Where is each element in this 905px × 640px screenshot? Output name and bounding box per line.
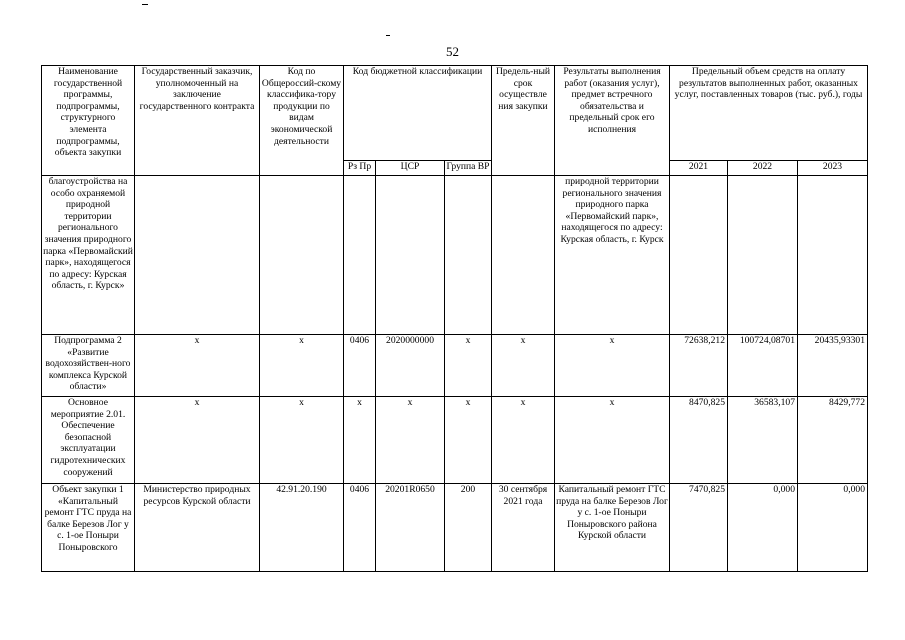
header-budget-code: Код бюджетной классификации (344, 66, 492, 161)
cell-2021: 7470,825 (670, 484, 728, 572)
cell-vr: 200 (445, 484, 492, 572)
cell-2023: 8429,772 (798, 397, 868, 484)
procurement-table (41, 65, 868, 572)
cell-vr: x (445, 335, 492, 397)
header-results: Результаты выполнения работ (оказания услуг), предмет встречного обязательства и предельный срок его исполнения (555, 66, 670, 176)
cell-csr: 2020000000 (376, 335, 445, 397)
cell-2021: 8470,825 (670, 397, 728, 484)
page-number: 52 (446, 44, 459, 59)
cell-okpd (260, 176, 344, 335)
cell-okpd: x (260, 397, 344, 484)
header-csr: ЦСР (376, 161, 445, 176)
cell-name: Основное мероприятие 2.01. Обеспечение безопасной эксплуатации гидротехнических сооружений (42, 397, 135, 484)
cell-name: Объект закупки 1 «Капитальный ремонт ГТС пруда на балке Березов Лог у с. 1-ое Поныри Поныровского (42, 484, 135, 572)
cell-vr (445, 176, 492, 335)
cell-rzpr: 0406 (344, 335, 376, 397)
header-volume: Предельный объем средств на оплату результатов выполненных работ, оказанных услуг, поставленных товаров (тыс. руб.), годы (670, 66, 868, 161)
cell-results: Капитальный ремонт ГТС пруда на балке Березов Лог у с. 1-ое Поныри Поныровского района Курской области (555, 484, 670, 572)
cell-customer: x (135, 397, 260, 484)
table-row (42, 335, 868, 397)
header-deadline: Предель-ный срок осуществле ния закупки (492, 66, 555, 176)
cell-2023 (798, 176, 868, 335)
cell-deadline: x (492, 397, 555, 484)
cell-2021 (670, 176, 728, 335)
header-customer: Государственный заказчик, уполномоченный на заключение государственного контракта (135, 66, 260, 176)
cell-2022: 100724,08701 (728, 335, 798, 397)
header-year-2021: 2021 (670, 161, 728, 176)
header-rzpr: Рз Пр (344, 161, 376, 176)
cell-2022: 36583,107 (728, 397, 798, 484)
header-year-2023: 2023 (798, 161, 868, 176)
cell-deadline: 30 сентября 2021 года (492, 484, 555, 572)
table-row (42, 484, 868, 572)
header-name: Наименование государственной программы, подпрограммы, структурного элемента подпрограммы, объекта закупки (42, 66, 135, 176)
table-row (42, 176, 868, 335)
cell-customer (135, 176, 260, 335)
cell-results: природной территории регионального значения природного парка «Первомайский парк», находящегося по адресу: Курская область, г. Курск (555, 176, 670, 335)
header-year-2022: 2022 (728, 161, 798, 176)
cell-csr: 20201R0650 (376, 484, 445, 572)
cell-name: благоустройства на особо охраняемой природной территории регионального значения природного парка «Первомайский парк», находящегося по адресу: Курская область, г. Курск» (42, 176, 135, 335)
cell-customer: x (135, 335, 260, 397)
header-okpd: Код по Общероссий-скому классифика-тору продукции по видам экономической деятельности (260, 66, 344, 176)
cell-csr (376, 176, 445, 335)
scan-mark (386, 35, 390, 36)
cell-deadline (492, 176, 555, 335)
cell-okpd: x (260, 335, 344, 397)
cell-okpd: 42.91.20.190 (260, 484, 344, 572)
cell-2022: 0,000 (728, 484, 798, 572)
cell-2022 (728, 176, 798, 335)
cell-rzpr: x (344, 397, 376, 484)
cell-customer: Министерство природных ресурсов Курской области (135, 484, 260, 572)
cell-2021: 72638,212 (670, 335, 728, 397)
cell-2023: 20435,93301 (798, 335, 868, 397)
cell-vr: x (445, 397, 492, 484)
header-vr: Группа ВР (445, 161, 492, 176)
cell-rzpr (344, 176, 376, 335)
cell-csr: x (376, 397, 445, 484)
cell-results: x (555, 397, 670, 484)
cell-rzpr: 0406 (344, 484, 376, 572)
cell-results: x (555, 335, 670, 397)
cell-name: Подпрограмма 2 «Развитие водохозяйствен-ного комплекса Курской области» (42, 335, 135, 397)
cell-2023: 0,000 (798, 484, 868, 572)
table-row (42, 397, 868, 484)
scan-mark (142, 4, 148, 5)
cell-deadline: x (492, 335, 555, 397)
